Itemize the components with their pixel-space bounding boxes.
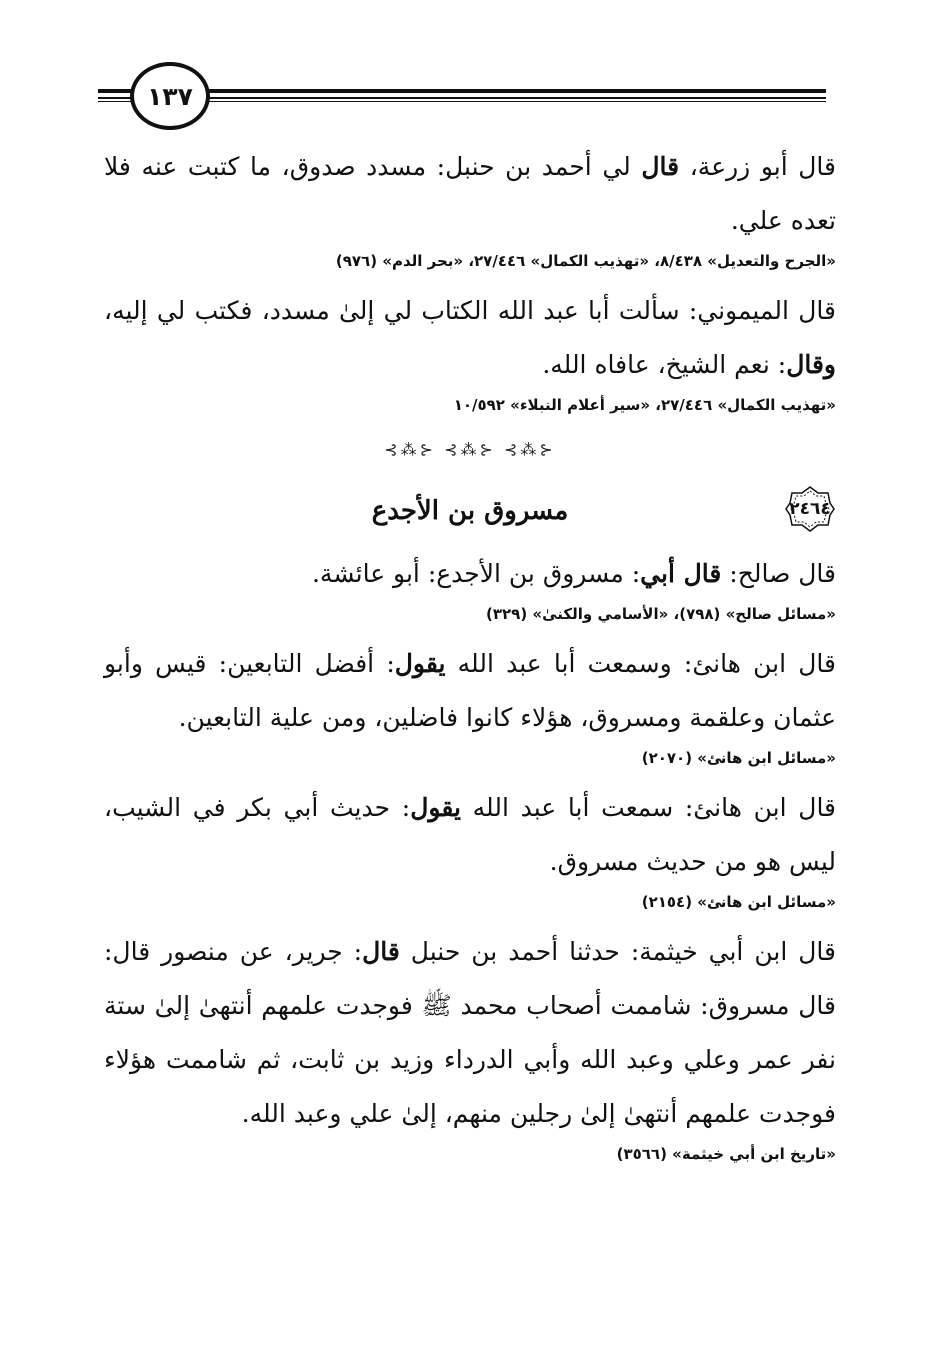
bold-term: قال xyxy=(362,937,400,966)
text: قال ابن هانئ: وسمعت أبا عبد الله xyxy=(445,649,837,678)
source-citation: «تاريخ ابن أبي خيثمة» (٣٥٦٦) xyxy=(616,1145,836,1163)
paragraph xyxy=(104,140,836,248)
source-citation: «تهذيب الكمال» ٢٧/٤٤٦، «سير أعلام النبلاء» ١٠/٥٩٢ xyxy=(453,396,836,414)
source-citation: «مسائل ابن هانئ» (٢١٥٤) xyxy=(641,893,836,911)
entry-number: ٢٤٦٤ xyxy=(789,499,831,519)
bold-term: يقول xyxy=(410,793,461,822)
text: : جرير، عن منصور قال: قال مسروق: شاممت أصحاب محمد ﷺ فوجدت علمهم أنتهىٰ إلىٰ ستة نفر عمر وعلي وعبد الله وأبي الدرداء وزيد بن ثابت، ثم شاممت هؤلاء فوجدت علمهم أنتهىٰ إلىٰ رجلين منهم، إلىٰ علي وعبد الله. xyxy=(104,937,836,1128)
paragraph xyxy=(104,925,836,1141)
bold-term: وقال xyxy=(786,350,836,379)
text: قال ابن أبي خيثمة: حدثنا أحمد بن حنبل xyxy=(399,937,836,966)
text: قال صالح: xyxy=(721,559,836,588)
entry-heading xyxy=(104,481,836,541)
ornament-divider: ⊰⁂⊱ ⊰⁂⊱ ⊰⁂⊱ xyxy=(384,440,556,459)
text: قال الميموني: سألت أبا عبد الله الكتاب لي إلىٰ مسدد، فكتب لي إليه، xyxy=(104,296,836,325)
source-citation: «مسائل صالح» (٧٩٨)، «الأسامي والكنىٰ» (٣٢٩) xyxy=(486,605,836,623)
bold-term: قال أبي xyxy=(640,559,722,588)
text: : أفضل التابعين: قيس وأبو عثمان وعلقمة ومسروق، هؤلاء كانوا فاضلين، ومن علية التابعين. xyxy=(104,649,836,732)
page-header xyxy=(98,62,826,126)
paragraph xyxy=(104,547,836,601)
text: قال أبو زرعة، xyxy=(679,152,836,181)
page-number: ١٣٧ xyxy=(130,62,210,130)
bold-term: قال xyxy=(641,152,680,181)
paragraph xyxy=(104,781,836,889)
page-content xyxy=(104,140,836,1177)
entry-title: مسروق بن الأجدع xyxy=(371,496,569,526)
bold-term: يقول xyxy=(394,649,446,678)
text: : نعم الشيخ، عافاه الله. xyxy=(542,350,787,379)
source-citation: «الجرح والتعديل» ٨/٤٣٨، «تهذيب الكمال» ٢٧/٤٤٦، «بحر الدم» (٩٧٦) xyxy=(335,252,836,270)
paragraph xyxy=(104,284,836,392)
source-citation: «مسائل ابن هانئ» (٢٠٧٠) xyxy=(641,749,836,767)
text: لي أحمد بن حنبل: مسدد صدوق، ما كتبت عنه فلا تعده علي. xyxy=(104,152,836,235)
paragraph xyxy=(104,637,836,745)
text: قال ابن هانئ: سمعت أبا عبد الله xyxy=(460,793,837,822)
entry-number-badge xyxy=(784,485,836,533)
text: : مسروق بن الأجدع: أبو عائشة. xyxy=(311,559,641,588)
text: : حديث أبي بكر في الشيب، ليس هو من حديث مسروق. xyxy=(104,793,836,876)
